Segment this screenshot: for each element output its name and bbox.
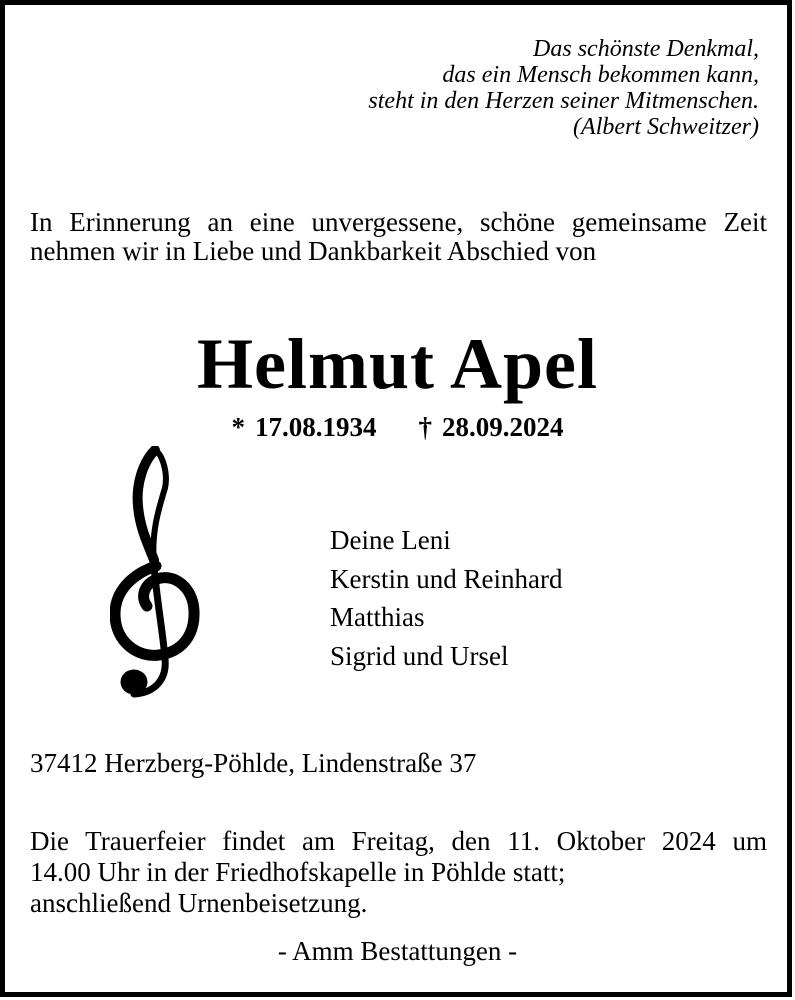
address-line: 37412 Herzberg-Pöhlde, Lindenstraße 37: [30, 748, 477, 778]
mourner-4: Sigrid und Ursel: [330, 640, 509, 671]
quote-line-1: Das schönste Denkmal,: [533, 36, 759, 62]
death-symbol: †: [418, 412, 432, 442]
mourner-2: Kerstin und Reinhard: [330, 563, 563, 594]
quote-line-3: steht in den Herzen seiner Mitmenschen.: [368, 88, 759, 114]
funeral-line-3: anschließend Urnenbeisetzung.: [30, 888, 368, 918]
mourner-1: Deine Leni: [330, 525, 451, 555]
deceased-name: Helmut Apel: [197, 324, 598, 404]
treble-clef-icon: [110, 446, 202, 706]
intro-line-1: In Erinnerung an eine unvergessene, schöne gemeinsame Zeit: [30, 207, 767, 237]
funeral-line-1: Die Trauerfeier findet am Freitag, den 11. Oktober 2024 um: [30, 826, 767, 856]
funeral-home-name: - Amm Bestattungen -: [277, 936, 518, 966]
funeral-line-2: 14.00 Uhr in der Friedhofskapelle in Pöhlde statt;: [30, 857, 566, 887]
quote-attribution: (Albert Schweitzer): [573, 114, 759, 140]
mourners-list: [330, 521, 562, 675]
intro-paragraph: [30, 208, 767, 266]
funeral-info: [30, 826, 767, 919]
mourner-3: Matthias: [330, 602, 425, 632]
intro-line-2: nehmen wir in Liebe und Dankbarkeit Abschied von: [30, 236, 597, 266]
death-date: [419, 412, 564, 442]
birth-symbol: *: [231, 412, 245, 442]
quote-line-2: das ein Mensch bekommen kann,: [442, 62, 759, 88]
birth-date-value: 17.08.1934: [255, 412, 377, 442]
memorial-quote: [368, 36, 759, 140]
death-date-value: 28.09.2024: [442, 412, 564, 442]
life-dates: [0, 412, 795, 443]
birth-date: [232, 412, 377, 442]
